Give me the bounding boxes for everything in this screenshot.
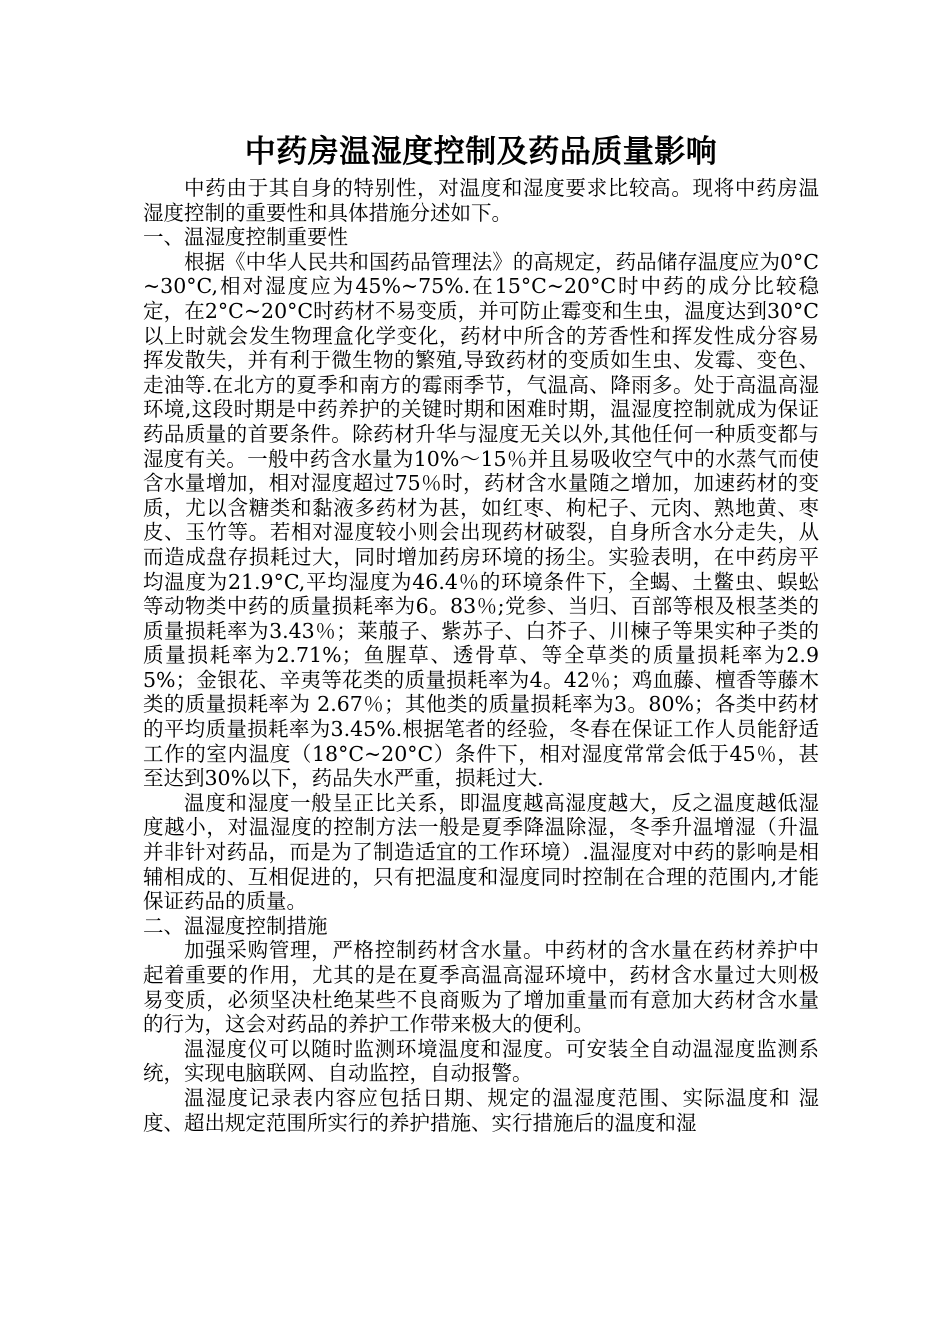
document-title: 中药房温湿度控制及药品质量影响 [244,134,718,170]
section-2-paragraph-3: 温湿度记录表内容应包括日期、规定的温湿度范围、实际温度和 湿度、超出规定范围所实行的养护措施、实行措施后的温度和湿 [143,1085,819,1135]
section-2-paragraph-2: 温湿度仪可以随时监测环境温度和湿度。可安装全自动温湿度监测系统，实现电脑联网、自动监控，自动报警。 [143,1036,819,1086]
document-page [143,128,819,1135]
section-2-heading: 二、温湿度控制措施 [143,913,328,938]
section-1-paragraph-2: 温度和湿度一般呈正比关系，即温度越高湿度越大，反之温度越低湿度越小，对温湿度的控制方法一般是夏季降温除湿，冬季升温增湿（升温并非针对药品，而是为了制造适宜的工作环境）.温湿度对中药的影响是相辅相成的、互相促进的，只有把温度和湿度同时控制在合理的范围内,才能保证药品的质量。 [143,790,819,914]
section-1-paragraph-1: 根据《中华人民共和国药品管理法》的高规定，药品储存温度应为0°C ~30°C,相对湿度应为45%~75%.在15°C~20°C时中药的成分比较稳定，在2°C~20°C时药材不易变质，并可防止霉变和生虫，温度达到30°C以上时就会发生物理盒化学变化，药材中所含的芳香性和挥发性成分容易挥发散失，并有利于微生物的繁殖,导致药材的变质如生虫、发霉、变色、走油等.在北方的夏季和南方的霉雨季节，气温高、降雨多。处于高温高湿环境,这段时期是中药养护的关键时期和困难时期，温湿度控制就成为保证药品质量的首要条件。除药材升华与湿度无关以外,其他任何一种质变都与湿度有关。一般中药含水量为10%～15％并且易吸收空气中的水蒸气而使含水量增加，相对湿度超过75％时，药材含水量随之增加，加速药材的变质，尤以含糖类和黏液多药材为甚，如红枣、枸杞子、元肉、熟地黄、枣皮、玉竹等。若相对湿度较小则会出现药材破裂，自身所含水分走失，从而造成盘存损耗过大，同时增加药房环境的扬尘。实验表明，在中药房平均温度为21.9°C,平均湿度为46.4％的环境条件下，全蝎、土鳖虫、蜈蚣等动物类中药的质量损耗率为6。83％;党参、当归、百部等根及根茎类的质量损耗率为3.43％；莱菔子、紫苏子、白芥子、川楝子等果实种子类的质量损耗率为2.71%；鱼腥草、透骨草、等全草类的质量损耗率为2.95%；金银花、辛夷等花类的质量损耗率为4。42％；鸡血藤、檀香等藤木类的质量损耗率为 2.67％；其他类的质量损耗率为3。80%；各类中药材的平均质量损耗率为3.45%.根据笔者的经验，冬春在保证工作人员能舒适工作的室内温度（18°C~20°C）条件下，相对湿度常常会低于45％，甚至达到30%以下，药品失水严重，损耗过大. [143,249,819,791]
section-1-heading: 一、温湿度控制重要性 [143,225,348,250]
intro-paragraph: 中药由于其自身的特别性，对温度和湿度要求比较高。现将中药房温湿度控制的重要性和具体措施分述如下。 [143,176,819,225]
section-2-paragraph-1: 加强采购管理，严格控制药材含水量。中药材的含水量在药材养护中起着重要的作用，尤其的是在夏季高温高湿环境中，药材含水量过大则极易变质，必须坚决杜绝某些不良商贩为了增加重量而有意加大药材含水量的行为，这会对药品的养护工作带来极大的便利。 [143,938,819,1037]
